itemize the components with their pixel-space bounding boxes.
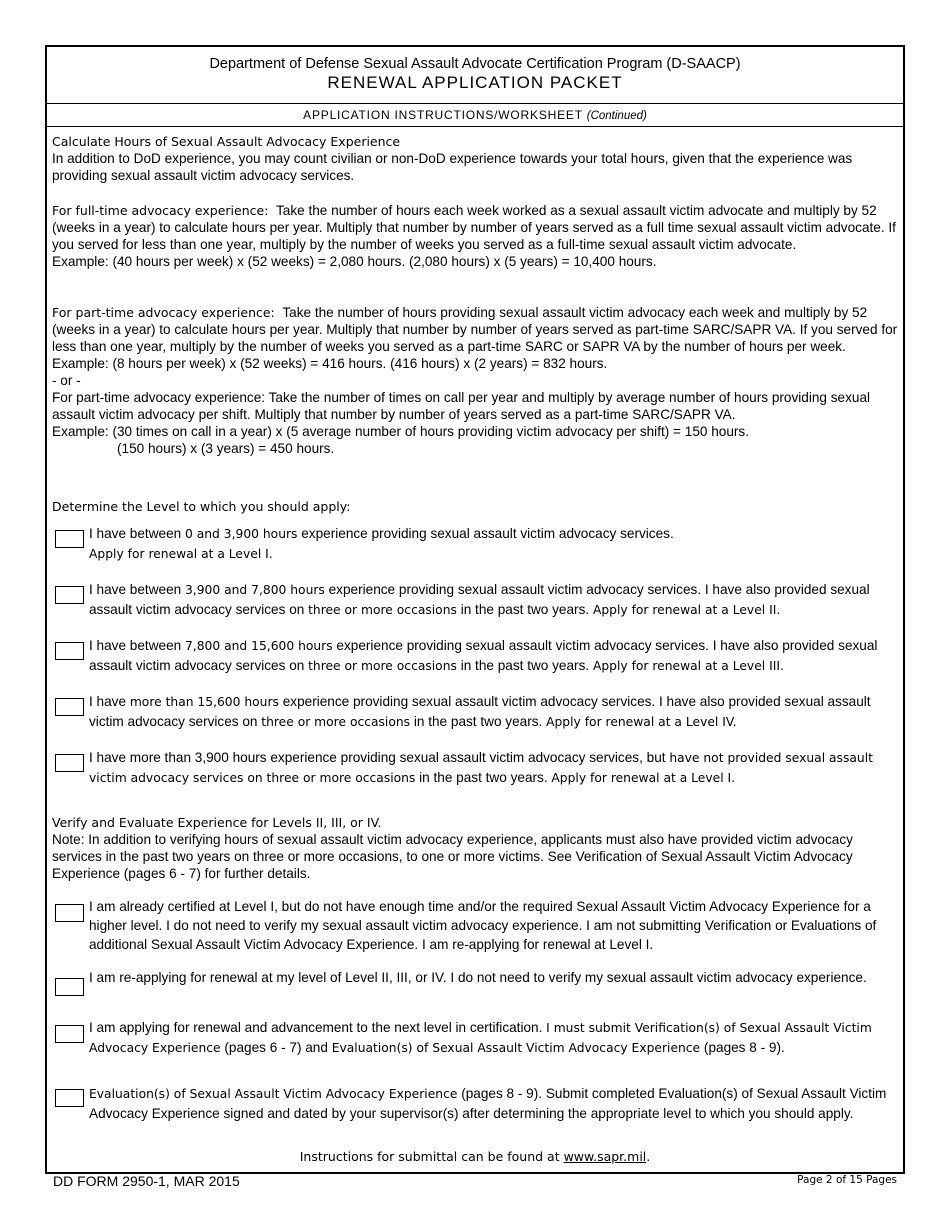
level-heading: Determine the Level to which you should apply: bbox=[52, 499, 351, 514]
verify-note: Note: In addition to verifying hours of sexual assault victim advocacy experience, applicants must also have provided victim advocacy services in the past two years on three or more occasions, to one or more victims. See Verification of Sexual Assault Victim Advocacy Experience (pages 6 - 7) for further details. bbox=[52, 832, 853, 881]
section-subheader bbox=[47, 104, 903, 127]
oncall-example-2: (150 hours) x (3 years) = 450 hours. bbox=[117, 441, 335, 456]
level-option-3: I have between 7,800 and 15,600 hours experience providing sexual assault victim advocacy services. I have also provided sexual assault victim advocacy services on three or more occasions in the past two years. Apply for renewal at a Level III. bbox=[89, 638, 878, 673]
verify-section bbox=[52, 814, 898, 882]
sapr-link[interactable]: www.sapr.mil bbox=[563, 1149, 647, 1164]
section-title: APPLICATION INSTRUCTIONS/WORKSHEET bbox=[303, 108, 583, 122]
calc-section bbox=[52, 133, 898, 184]
oncall-example-1: Example: (30 times on call in a year) x (5 average number of hours providing victim advocacy per shift) = 150 hours. bbox=[52, 424, 750, 439]
level-checkbox-2[interactable] bbox=[55, 586, 84, 604]
verify-option-3: I am applying for renewal and advancement to the next level in certification. I must submit Verification(s) of Sexual Assault Victim Advocacy Experience (pages 6 - 7) and Evaluation(s) of Sexual Assault Victim Advocacy Experience (pages 8 - 9). bbox=[89, 1020, 872, 1055]
level-option-1: I have between 0 and 3,900 hours experience providing sexual assault victim advocacy services. Apply for renewal at a Level I. bbox=[89, 526, 674, 561]
verify-checkbox-4[interactable] bbox=[55, 1089, 84, 1107]
fulltime-text: Take the number of hours each week worked as a sexual assault victim advocate and multiply by 52 (weeks in a year) to calculate hours per year. Multiply that number by number of years served as a full time sexual assault victim advocate. If you served for less than one year, multiply by the number of weeks you served as a full-time sexual assault victim advocate. bbox=[52, 203, 896, 252]
verify-option-4: Evaluation(s) of Sexual Assault Victim Advocacy Experience (pages 8 - 9). Submit completed Evaluation(s) of Sexual Assault Victim Advocacy Experience signed and dated by your supervisor(s) after determining the appropriate level to which you should apply. bbox=[89, 1086, 887, 1121]
level-option-2: I have between 3,900 and 7,800 hours experience providing sexual assault victim advocacy services. I have also provided sexual assault victim advocacy services on three or more occasions in the past two years. Apply for renewal at a Level II. bbox=[89, 582, 870, 617]
level-option-5: I have more than 3,900 hours experience providing sexual assault victim advocacy services, but have not provided sexual assault victim advocacy services on three or more occasions in the past two years. Apply for renewal at a Level I. bbox=[89, 750, 873, 785]
level-checkbox-3[interactable] bbox=[55, 642, 84, 660]
parttime-section bbox=[52, 304, 898, 457]
verify-checkbox-2[interactable] bbox=[55, 978, 84, 996]
verify-option-1: I am already certified at Level I, but do not have enough time and/or the required Sexual Assault Victim Advocacy Experience for a higher level. I do not need to verify my sexual assault victim advocacy experience. I am not submitting Verification or Evaluations of additional Sexual Assault Victim Advocacy Experience. I am re-applying for renewal at Level I. bbox=[89, 899, 877, 952]
submittal-instructions: Instructions for submittal can be found at www.sapr.mil. bbox=[299, 1149, 651, 1164]
parttime-label: For part-time advocacy experience: bbox=[52, 305, 275, 320]
parttime-example: Example: (8 hours per week) x (52 weeks) = 416 hours. (416 hours) x (2 years) = 832 hours. bbox=[52, 356, 608, 371]
continued-label: (Continued) bbox=[586, 110, 647, 122]
fulltime-label: For full-time advocacy experience: bbox=[52, 203, 269, 218]
verify-checkbox-3[interactable] bbox=[55, 1025, 84, 1043]
oncall-text: For part-time advocacy experience: Take the number of times on call per year and multiply by average number of hours providing sexual assault victim advocacy per shift. Multiply that number by number of years served as a part-time SARC/SAPR VA. bbox=[52, 390, 871, 422]
calc-heading: Calculate Hours of Sexual Assault Advocacy Experience bbox=[52, 134, 401, 149]
form-number: DD FORM 2950-1, MAR 2015 bbox=[53, 1173, 240, 1189]
verify-heading: Verify and Evaluate Experience for Levels II, III, or IV. bbox=[52, 815, 382, 830]
parttime-text: Take the number of hours providing sexual assault victim advocacy each week and multiply by 52 (weeks in a year) to calculate hours per year. Multiply that number by number of years served as part-time SARC/SAPR VA. If you served for less than one year, multiply by the number of weeks you served as a part-time SARC or SAPR VA by the number of hours per week. bbox=[52, 305, 898, 354]
form-header bbox=[47, 47, 903, 104]
level-checkbox-1[interactable] bbox=[55, 530, 84, 548]
verify-checkbox-1[interactable] bbox=[55, 904, 84, 922]
level-option-4: I have more than 15,600 hours experience providing sexual assault victim advocacy services. I have also provided sexual assault victim advocacy services on three or more occasions in the past two years. Apply for renewal at a Level IV. bbox=[89, 694, 871, 729]
or-separator: - or - bbox=[52, 373, 81, 388]
verify-option-2: I am re-applying for renewal at my level of Level II, III, or IV. I do not need to verify my sexual assault victim advocacy experience. bbox=[89, 970, 867, 985]
program-title: Department of Defense Sexual Assault Advocate Certification Program (D-SAACP) bbox=[209, 56, 741, 72]
fulltime-example: Example: (40 hours per week) x (52 weeks) = 2,080 hours. (2,080 hours) x (5 years) = 10,400 hours. bbox=[52, 254, 657, 269]
level-checkbox-5[interactable] bbox=[55, 754, 84, 772]
fulltime-section bbox=[52, 202, 898, 270]
packet-title: RENEWAL APPLICATION PACKET bbox=[327, 73, 623, 92]
page-number: Page 2 of 15 Pages bbox=[797, 1174, 897, 1186]
calc-intro: In addition to DoD experience, you may count civilian or non-DoD experience towards your total hours, given that the experience was providing sexual assault victim advocacy services. bbox=[52, 151, 853, 183]
level-checkbox-4[interactable] bbox=[55, 698, 84, 716]
